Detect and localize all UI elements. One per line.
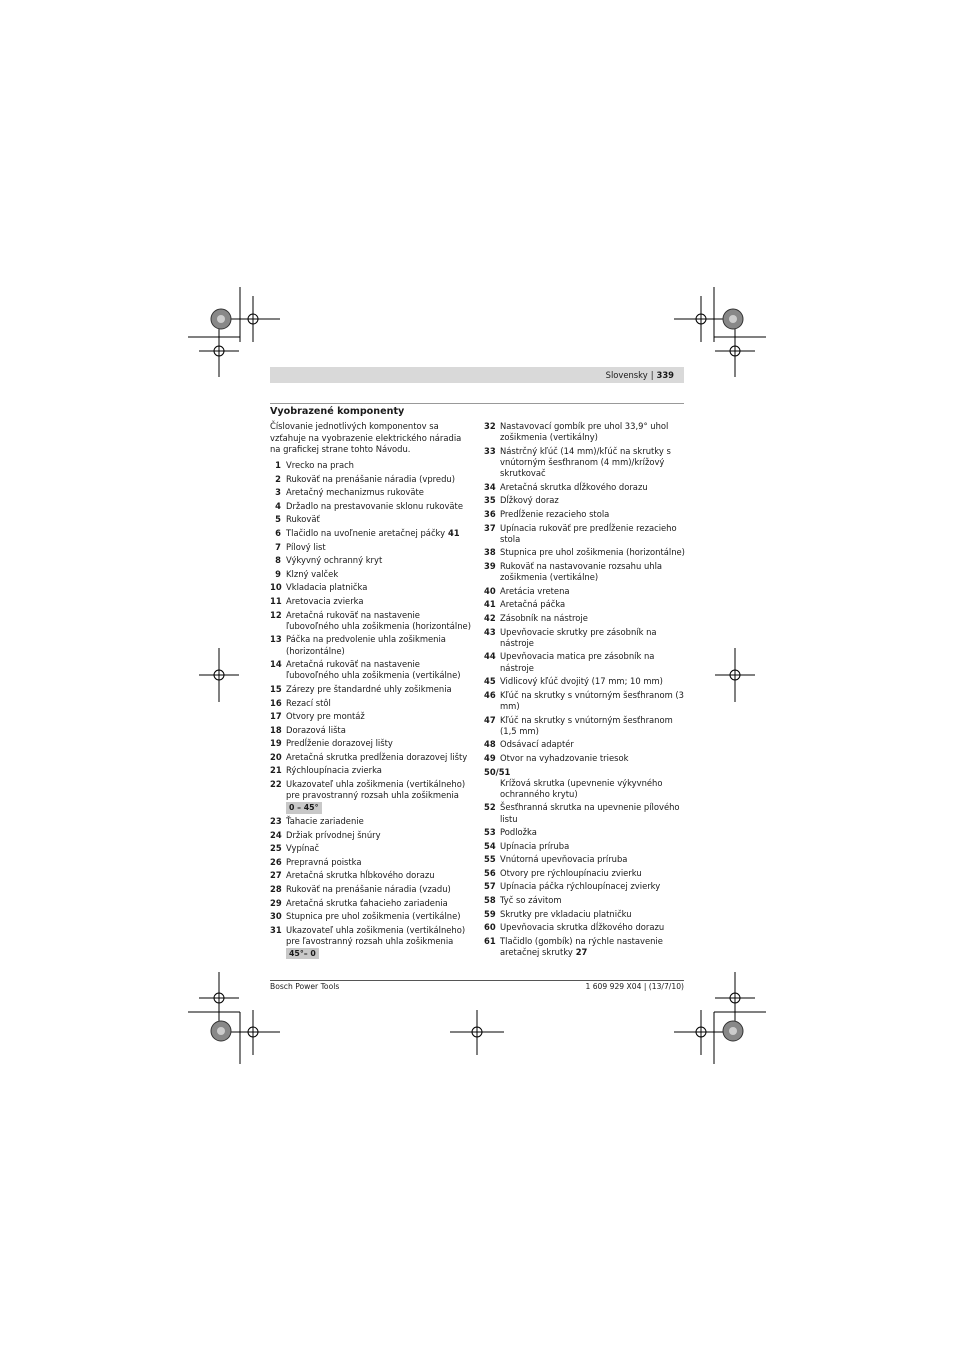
footer-rule — [270, 980, 684, 981]
angle-range-badge: 0 – 45° — [286, 802, 322, 813]
component-item — [270, 542, 475, 553]
component-item — [270, 752, 475, 763]
component-label: Nástrčný kľúč (14 mm)/kľúč na skrutky s vnútorným šesťhranom (4 mm)/krížový skrutkovač — [500, 445, 671, 479]
component-label: Stupnica pre uhol zošikmenia (vertikálne) — [286, 911, 461, 922]
component-number: 48 — [484, 739, 496, 750]
component-item — [270, 474, 475, 485]
component-item — [484, 936, 689, 958]
component-item — [270, 711, 475, 722]
component-item — [270, 659, 475, 681]
component-number: 5 — [275, 514, 281, 525]
component-item — [270, 816, 475, 827]
component-label: Rukoväť — [286, 514, 320, 525]
component-item — [270, 765, 475, 776]
component-number: 11 — [270, 595, 282, 606]
footer-brand: Bosch Power Tools — [270, 982, 340, 991]
component-number: 28 — [270, 884, 282, 895]
component-item — [270, 779, 475, 814]
component-label: Upínacia rukoväť pre predĺženie rezacieho stola — [500, 522, 677, 544]
component-number: 43 — [484, 626, 496, 637]
component-item — [484, 547, 689, 558]
component-number: 6 — [275, 527, 281, 538]
component-number: 39 — [484, 560, 496, 571]
page-number: 339 — [656, 370, 674, 380]
component-item — [484, 651, 689, 673]
component-number: 34 — [484, 481, 496, 492]
component-label: Ukazovateľ uhla zošikmenia (vertikálneho) pre pravostranný rozsah uhla zošikmenia — [286, 779, 466, 801]
component-label: Šesťhranná skrutka na upevnenie pílového listu — [500, 802, 680, 824]
component-label: Rýchloupínacia zvierka — [286, 765, 382, 776]
angle-range-badge: 45°– 0 — [286, 948, 319, 959]
component-item — [484, 586, 689, 597]
component-number: 56 — [484, 867, 496, 878]
component-label: Ukazovateľ uhla zošikmenia (vertikálneho) pre ľavostranný rozsah uhla zošikmenia — [286, 924, 466, 947]
component-label: Aretačná rukoväť na nastavenie ľubovoľného uhla zošikmenia (vertikálne) — [286, 659, 461, 681]
component-label: Výkyvný ochranný kryt — [286, 555, 383, 566]
component-label: Držiak prívodnej šnúry — [286, 829, 381, 840]
component-label: Rukoväť na prenášanie náradia (vzadu) — [286, 884, 451, 895]
component-label: Nastavovací gombík pre uhol 33,9° uhol zošikmenia (vertikálny) — [500, 421, 669, 443]
component-label: Vkladacia platnička — [286, 582, 368, 593]
component-item — [270, 487, 475, 498]
component-item — [270, 634, 475, 656]
section-title: Vyobrazené komponenty — [270, 406, 405, 417]
component-item — [270, 830, 475, 841]
component-number: 32 — [484, 421, 496, 431]
component-item — [484, 895, 689, 906]
component-number: 7 — [275, 541, 281, 552]
component-item — [484, 613, 689, 624]
component-label: Rezací stôl — [286, 697, 331, 708]
component-number: 47 — [484, 714, 496, 725]
component-label: Zárezy pre štandardné uhly zošikmenia — [286, 683, 452, 694]
component-number: 40 — [484, 585, 496, 596]
component-number: 20 — [270, 751, 282, 762]
component-item — [484, 739, 689, 750]
component-item — [484, 827, 689, 838]
component-item — [270, 684, 475, 695]
component-label: Upínacia príruba — [500, 840, 570, 851]
component-number: 49 — [484, 752, 496, 763]
component-number: 27 — [270, 870, 282, 881]
component-item — [270, 925, 475, 960]
component-number: 54 — [484, 840, 496, 851]
component-label: Upevňovacia matica pre zásobník na nástroje — [500, 651, 655, 673]
component-item — [270, 528, 475, 539]
component-label: Zásobník na nástroje — [500, 612, 588, 623]
component-item — [484, 627, 689, 649]
component-item — [484, 715, 689, 737]
component-item — [484, 599, 689, 610]
component-label: Krížová skrutka (upevnenie výkyvného ochranného krytu) — [500, 777, 663, 799]
component-label: Otvor na vyhadzovanie triesok — [500, 752, 629, 763]
component-number: 55 — [484, 854, 496, 865]
component-number: 1 — [275, 460, 281, 470]
component-number: 46 — [484, 689, 496, 700]
component-label: Prepravná poistka — [286, 856, 362, 867]
component-item — [484, 909, 689, 920]
component-item — [270, 460, 475, 471]
component-label: Aretačná skrutka predĺženia dorazovej lišty — [286, 751, 468, 762]
component-number: 30 — [270, 911, 282, 922]
component-item — [270, 569, 475, 580]
component-number: 44 — [484, 651, 496, 662]
component-item — [484, 509, 689, 520]
component-number: 9 — [275, 568, 281, 579]
component-label: Tyč so závitom — [500, 895, 562, 906]
component-label: Odsávací adaptér — [500, 739, 574, 750]
component-item — [270, 596, 475, 607]
component-reference: 27 — [572, 947, 588, 958]
component-label: Otvory pre rýchloupínaciu zvierku — [500, 867, 642, 878]
component-item — [484, 753, 689, 764]
component-item — [270, 857, 475, 868]
component-label: Upínacia páčka rýchloupínacej zvierky — [500, 881, 661, 892]
component-item — [484, 854, 689, 865]
component-label: Kľúč na skrutky s vnútorným šesťhranom (1,5 mm) — [500, 714, 673, 736]
component-number: 19 — [270, 738, 282, 749]
component-item — [270, 911, 475, 922]
component-number: 31 — [270, 924, 282, 935]
component-item — [270, 610, 475, 632]
component-item — [484, 767, 689, 800]
component-item — [270, 514, 475, 525]
component-label: Vypínač — [286, 843, 320, 854]
component-number: 25 — [270, 843, 282, 854]
component-label: Upevňovacie skrutky pre zásobník na nástroje — [500, 626, 657, 648]
component-label: Aretačná skrutka ťahacieho zariadenia — [286, 897, 448, 908]
component-label: Stupnica pre uhol zošikmenia (horizontálne) — [500, 547, 685, 558]
component-label: Aretačná páčka — [500, 599, 566, 610]
components-list-right — [484, 421, 689, 961]
component-label: Otvory pre montáž — [286, 711, 365, 722]
component-item — [270, 501, 475, 512]
component-item — [270, 870, 475, 881]
section-rule — [270, 403, 684, 404]
component-number: 57 — [484, 881, 496, 892]
component-number: 14 — [270, 659, 282, 670]
component-item — [270, 884, 475, 895]
component-label: Tlačidlo (gombík) na rýchle nastavenie aretačnej skrutky — [500, 935, 663, 958]
component-label: Dorazová lišta — [286, 724, 346, 735]
component-item — [484, 482, 689, 493]
component-item — [484, 523, 689, 545]
components-list-left — [270, 460, 475, 962]
component-label: Aretačná rukoväť na nastavenie ľubovoľného uhla zošikmenia (horizontálne) — [286, 609, 471, 631]
component-label: Podložka — [500, 827, 537, 838]
component-number: 41 — [484, 599, 496, 610]
component-item — [484, 841, 689, 852]
component-number: 37 — [484, 522, 496, 533]
component-number: 50/51 — [484, 766, 511, 777]
component-number: 24 — [270, 829, 282, 840]
component-number: 23 — [270, 816, 282, 827]
component-item — [484, 881, 689, 892]
component-number: 60 — [484, 922, 496, 933]
component-label: Vidlicový kľúč dvojitý (17 mm; 10 mm) — [500, 676, 663, 687]
page-header — [606, 369, 674, 381]
component-item — [484, 868, 689, 879]
component-label: Aretačná skrutka hĺbkového dorazu — [286, 870, 435, 881]
component-label: Aretovacia zvierka — [286, 595, 364, 606]
component-item — [484, 690, 689, 712]
component-number: 21 — [270, 765, 282, 776]
component-item — [270, 698, 475, 709]
component-number: 4 — [275, 500, 281, 511]
component-number: 61 — [484, 935, 496, 946]
component-item — [484, 922, 689, 933]
component-label: Rukoväť na prenášanie náradia (vpredu) — [286, 473, 455, 484]
component-number: 53 — [484, 827, 496, 838]
component-number: 22 — [270, 779, 282, 790]
component-number: 36 — [484, 508, 496, 519]
component-item — [270, 738, 475, 749]
component-number: 35 — [484, 495, 496, 506]
component-number: 58 — [484, 895, 496, 906]
component-label: Predĺženie dorazovej lišty — [286, 738, 393, 749]
component-number: 42 — [484, 612, 496, 623]
component-number: 16 — [270, 697, 282, 708]
component-item — [484, 421, 689, 443]
component-label: Vrecko na prach — [286, 460, 354, 470]
component-number: 59 — [484, 908, 496, 919]
component-number: 33 — [484, 445, 496, 456]
component-item — [484, 676, 689, 687]
page-header-bar — [270, 367, 684, 383]
component-label: Páčka na predvolenie uhla zošikmenia (horizontálne) — [286, 634, 446, 656]
component-number: 38 — [484, 547, 496, 558]
component-item — [270, 582, 475, 593]
component-item — [484, 802, 689, 824]
component-number: 17 — [270, 711, 282, 722]
component-item — [270, 555, 475, 566]
component-number: 13 — [270, 634, 282, 645]
component-label: Upevňovacia skrutka dĺžkového dorazu — [500, 922, 665, 933]
header-language: Slovensky — [605, 370, 648, 380]
footer-docnumber: 1 609 929 X04 | (13/7/10) — [585, 982, 684, 991]
component-label: Aretačný mechanizmus rukoväte — [286, 487, 424, 498]
component-label: Rukoväť na nastavovanie rozsahu uhla zošikmenia (vertikálne) — [500, 560, 663, 583]
component-number: 3 — [275, 487, 281, 498]
component-reference: 41 — [445, 527, 460, 538]
component-number: 15 — [270, 683, 282, 694]
component-label: Tlačidlo na uvoľnenie aretačnej páčky — [286, 527, 446, 538]
component-label: Predĺženie rezacieho stola — [500, 508, 610, 519]
component-item — [484, 446, 689, 480]
component-number: 18 — [270, 724, 282, 735]
section-intro: Číslovanie jednotlivých komponentov sa vzťahuje na vyobrazenie elektrického náradia na grafickej strane tohto Návodu. — [270, 421, 462, 455]
component-number: 29 — [270, 897, 282, 908]
component-label: Kľúč na skrutky s vnútorným šesťhranom (3 mm) — [500, 689, 685, 711]
component-label: Pílový list — [286, 541, 326, 552]
component-label: Držadlo na prestavovanie sklonu rukoväte — [286, 500, 463, 511]
component-label: Aretačná skrutka dĺžkového dorazu — [500, 481, 648, 492]
component-number: 8 — [275, 555, 281, 566]
component-item — [484, 495, 689, 506]
component-number: 10 — [270, 582, 282, 593]
component-item — [484, 561, 689, 583]
component-label: Vnútorná upevňovacia príruba — [500, 854, 628, 865]
component-number: 2 — [275, 473, 281, 484]
component-item — [270, 898, 475, 909]
component-number: 45 — [484, 676, 496, 687]
component-number: 26 — [270, 856, 282, 867]
component-number: 12 — [270, 609, 282, 620]
component-label: Dĺžkový doraz — [500, 495, 559, 506]
component-item — [270, 843, 475, 854]
component-label: Ťahacie zariadenie — [286, 816, 364, 827]
header-separator: | — [650, 370, 654, 380]
component-number: 52 — [484, 802, 496, 813]
component-label: Aretácia vretena — [500, 585, 570, 596]
component-item — [270, 725, 475, 736]
component-label: Skrutky pre vkladaciu platničku — [500, 908, 632, 919]
component-label: Klzný valček — [286, 568, 339, 579]
